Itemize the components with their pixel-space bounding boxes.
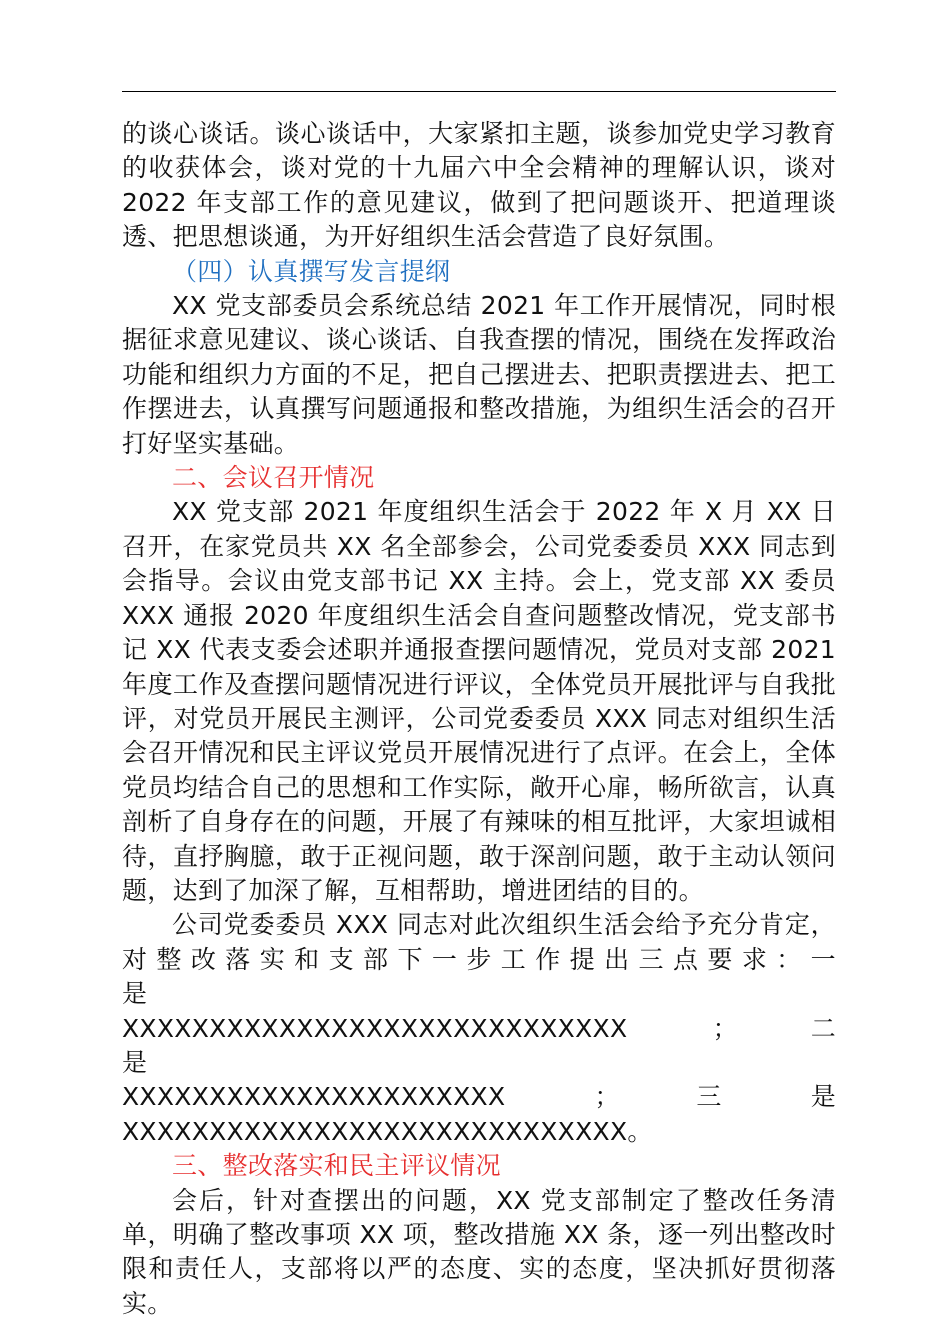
paragraph-rectification: 会后，针对查摆出的问题，XX 党支部制定了整改任务清单，明确了整改事项 XX 项，整改措施 XX 条，逐一列出整改时限和责任人，支部将以严的态度、实的态度，坚决抓好贯彻落实。 [122,1185,836,1318]
paragraph-requirements [122,908,887,1149]
paragraph-meeting-held: XX 党支部 2021 年度组织生活会于 2022 年 X 月 XX 日召开，在家党员共 XX 名全部参会，公司党委委员 XXX 同志到会指导。会议由党支部书记 XX 主持。会上，党支部 XX 委员 XXX 通报 2020 年度组织生活会自查问题整改情况，党支部书记 XX 代表支委会述职并通报查摆问题情况，党员对支部 2021 年度工作及查摆问题情况进行评议，全体党员开展批评与自我批评，对党员开展民主测评，公司党委委员 XXX 同志对组织生活会召开情况和民主评议党员开展情况进行了点评。在会上，全体党员均结合自己的思想和工作实际，敞开心扉，畅所欲言，认真剖析了自身存在的问题，开展了有辣味的相互批评，大家坦诚相待，直抒胸臆，敢于正视问题，敢于深剖问题，敢于主动认领问题，达到了加深了解，互相帮助，增进团结的目的。 [122,497,836,905]
paragraph-writing-outline: XX 党支部委员会系统总结 2021 年工作开展情况，同时根据征求意见建议、谈心谈话、自我查摆的情况，围绕在发挥政治功能和组织力方面的不足，把自己摆进去、把职责摆进去、把工作摆进去，认真撰写问题通报和整改措施，为组织生活会的召开打好坚实基础。 [122,291,836,458]
section-heading-3: 三、整改落实和民主评议情况 [172,1151,501,1181]
paragraph-talk-summary: 的谈心谈话。谈心谈话中，大家紧扣主题，谈参加党史学习教育的收获体会，谈对党的十九届六中全会精神的理解认识，谈对 2022 年支部工作的意见建议，做到了把问题谈开、把道理谈透、把思想谈通，为开好组织生活会营造了良好氛围。 [122,119,836,252]
header-rule [122,91,836,92]
requirements-line-4: XXXXXXXXXXXXXXXXXXXXXX ； 三 是 [122,1082,836,1112]
requirements-line-2: 对 整 改 落 实 和 支 部 下 一 步 工 作 提 出 三 点 要 求 ： 一 是 [122,944,836,1009]
requirements-line-3: XXXXXXXXXXXXXXXXXXXXXXXXXXXXX ； 二 是 [122,1013,887,1077]
requirements-line-1: 公司党委委员 XXX 同志对此次组织生活会给予充分肯定， [172,910,836,940]
document-body [122,117,887,1321]
section-heading-4: （四）认真撰写发言提纲 [172,256,451,286]
section-heading-2: 二、会议召开情况 [172,463,375,493]
requirements-line-5: XXXXXXXXXXXXXXXXXXXXXXXXXXXXX。 [122,1116,653,1146]
